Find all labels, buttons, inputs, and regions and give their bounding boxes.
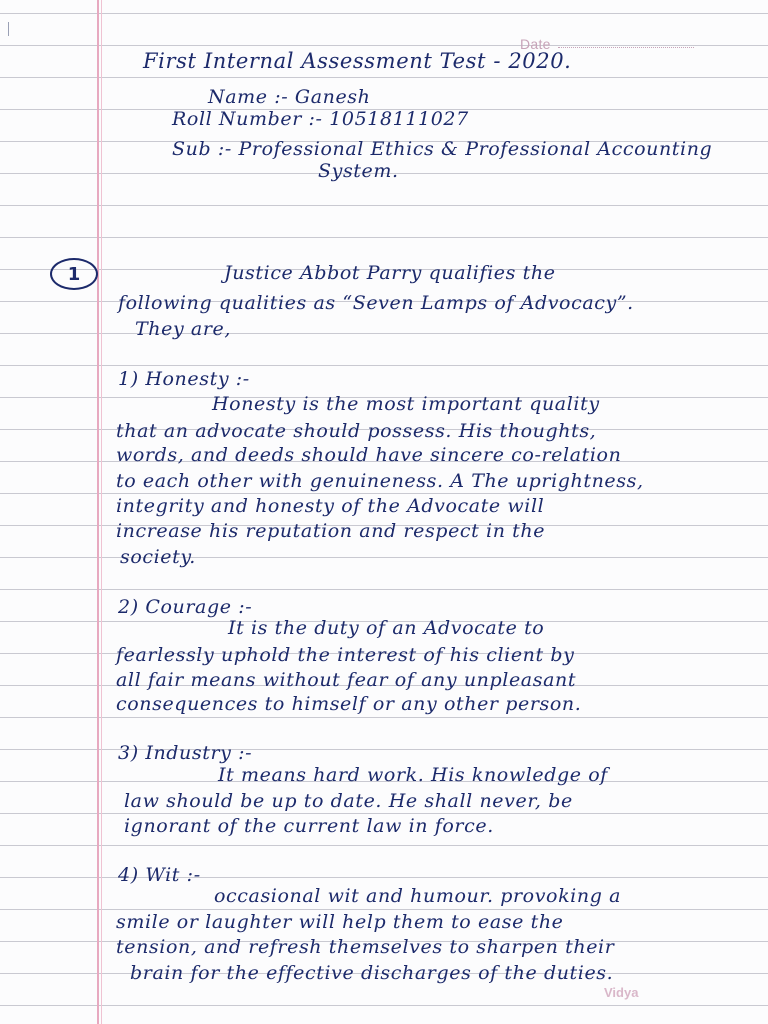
question-number: 1 xyxy=(67,263,81,285)
section-4-line-3: tension, and refresh themselves to sharpen their xyxy=(116,936,615,958)
document-title: First Internal Assessment Test - 2020. xyxy=(143,49,572,73)
corner-tick xyxy=(8,22,9,36)
subject-line-2: System. xyxy=(318,160,399,182)
section-3-heading: 3) Industry :- xyxy=(118,742,253,764)
intro-line-2: following qualities as “Seven Lamps of Advocacy”. xyxy=(118,292,634,314)
section-1-line-2: that an advocate should possess. His thoughts, xyxy=(116,420,597,442)
section-1-heading: 1) Honesty :- xyxy=(118,368,250,390)
student-name: Name :- Ganesh xyxy=(208,86,371,108)
section-4-line-4: brain for the effective discharges of the duties. xyxy=(130,962,614,984)
margin-line xyxy=(97,0,99,1024)
section-3-line-3: ignorant of the current law in force. xyxy=(124,815,494,837)
section-2-line-4: consequences to himself or any other person. xyxy=(116,693,582,715)
intro-line-3: They are, xyxy=(135,318,232,340)
question-number-circle xyxy=(50,258,98,290)
section-1-line-4: to each other with genuineness. A The uprightness, xyxy=(116,470,644,492)
section-1-line-5: integrity and honesty of the Advocate will xyxy=(116,495,545,517)
section-1-line-3: words, and deeds should have sincere co-relation xyxy=(116,444,622,466)
section-3-line-1: It means hard work. His knowledge of xyxy=(218,764,608,786)
section-4-heading: 4) Wit :- xyxy=(118,864,201,886)
date-dotted-line xyxy=(558,47,694,48)
section-2-line-1: It is the duty of an Advocate to xyxy=(228,617,545,639)
section-2-heading: 2) Courage :- xyxy=(118,596,253,618)
section-1-line-6: increase his reputation and respect in the xyxy=(116,520,546,542)
section-4-line-1: occasional wit and humour. provoking a xyxy=(214,885,622,907)
section-2-line-3: all fair means without fear of any unpleasant xyxy=(116,669,577,691)
section-1-line-1: Honesty is the most important quality xyxy=(212,393,600,415)
section-1-line-7: society. xyxy=(120,546,196,568)
intro-line-1: Justice Abbot Parry qualifies the xyxy=(224,262,556,284)
brand-watermark: Vidya xyxy=(604,985,639,1000)
roll-number: Roll Number :- 10518111027 xyxy=(172,108,469,130)
subject-line-1: Sub :- Professional Ethics & Professional Accounting xyxy=(172,138,713,160)
section-4-line-2: smile or laughter will help them to ease the xyxy=(116,911,564,933)
date-label: Date xyxy=(520,36,551,52)
section-2-line-2: fearlessly uphold the interest of his client by xyxy=(116,644,575,666)
section-3-line-2: law should be up to date. He shall never, be xyxy=(124,790,573,812)
margin-line-inner xyxy=(101,0,102,1024)
